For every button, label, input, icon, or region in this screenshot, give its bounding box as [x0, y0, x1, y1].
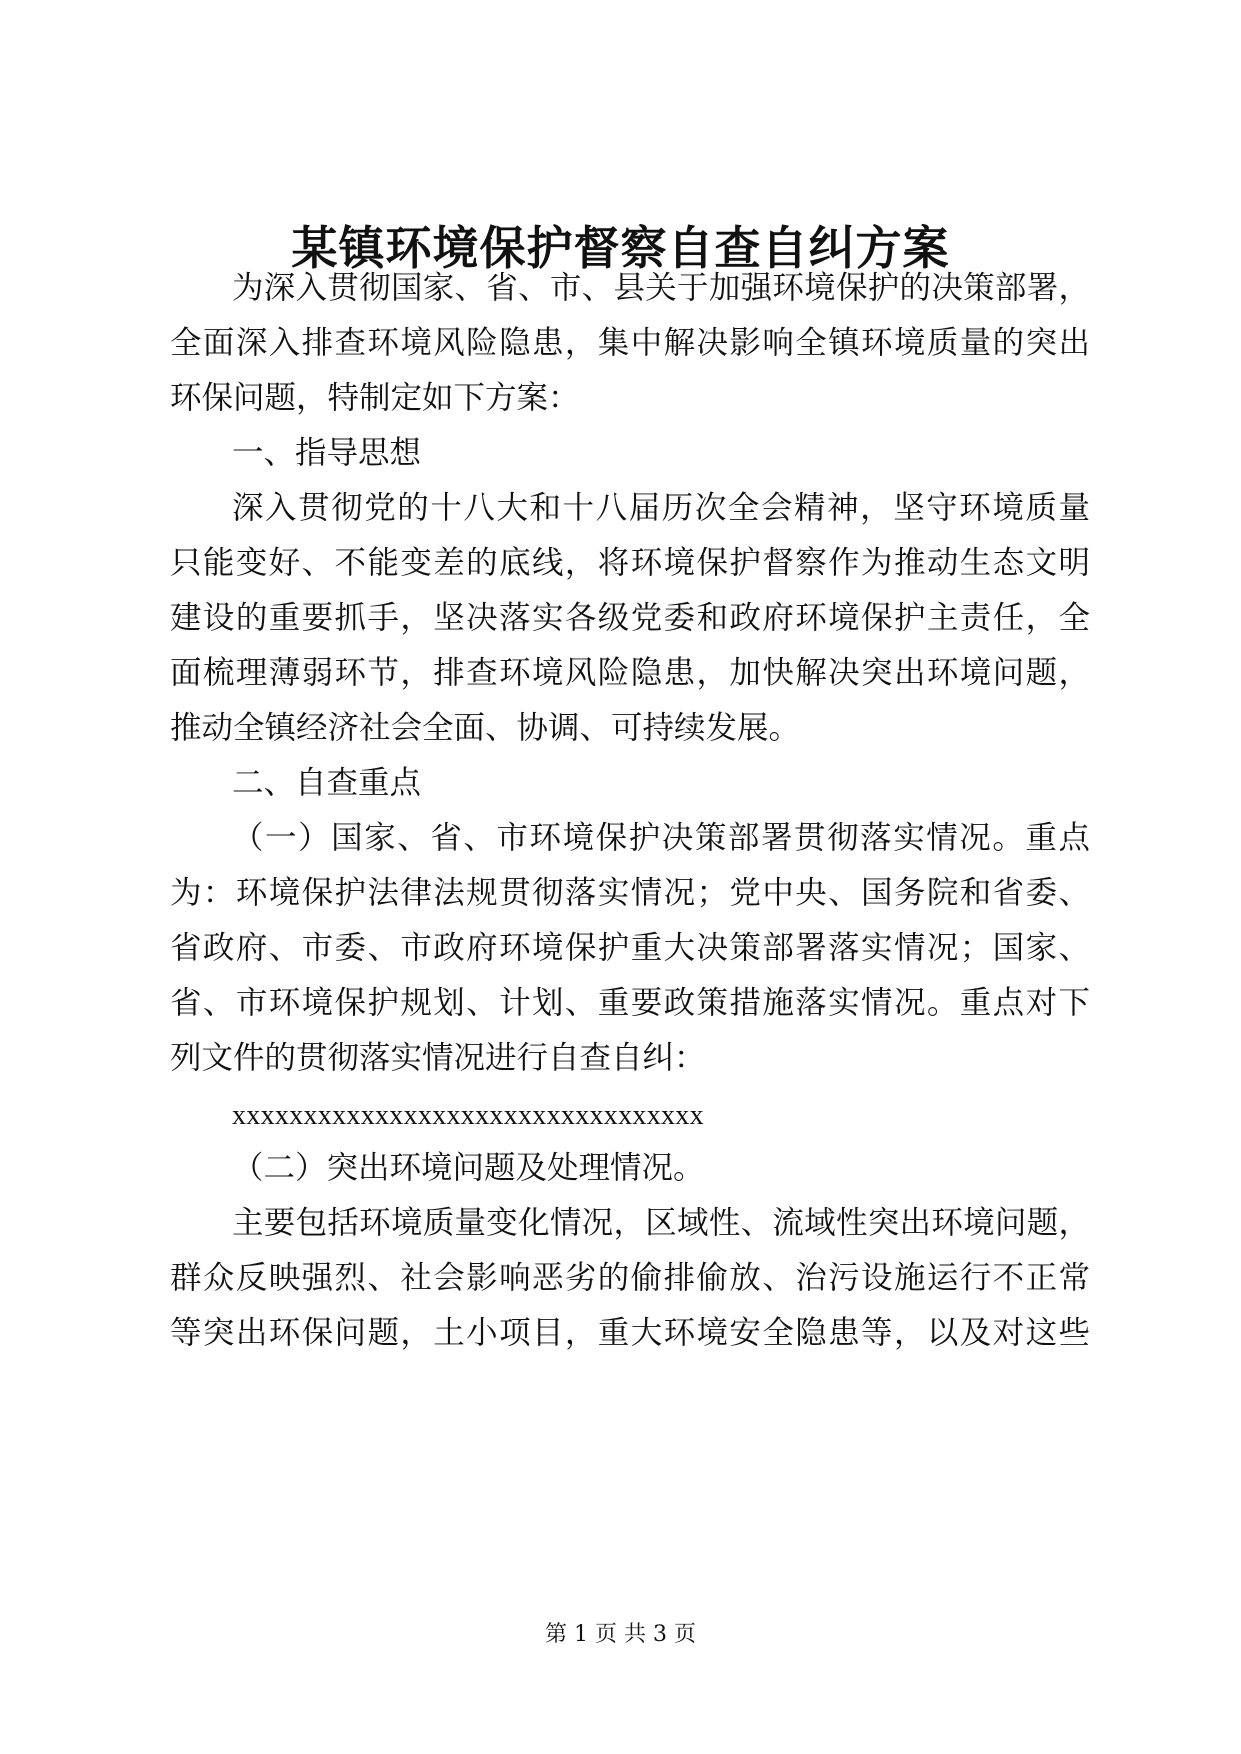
section-heading: 一、指导思想: [232, 435, 422, 471]
paragraph-line: 等突出环保问题，土小项目，重大环境安全隐患等，以及对这些: [170, 1315, 1090, 1351]
paragraph-line: 面梳理薄弱环节，排查环境风险隐患，加快解决突出环境问题，: [170, 655, 1090, 691]
paragraph-line: 全面深入排查环境风险隐患，集中解决影响全镇环境质量的突出: [170, 325, 1090, 361]
subsection-line: （一）国家、省、市环境保护决策部署贯彻落实情况。重点: [232, 820, 1090, 856]
subsection-heading: （二）突出环境问题及处理情况。: [232, 1150, 705, 1186]
paragraph-line: 列文件的贯彻落实情况进行自查自纠：: [170, 1040, 706, 1076]
paragraph-line: 环保问题，特制定如下方案：: [170, 380, 580, 416]
page-footer: 第 1 页 共 3 页: [545, 1622, 696, 1647]
paragraph-line: 省政府、市委、市政府环境保护重大决策部署落实情况；国家、: [170, 930, 1090, 966]
document-title: 某镇环境保护督察自查自纠方案: [291, 221, 950, 275]
section-heading: 二、自查重点: [232, 765, 422, 801]
placeholder-line: xxxxxxxxxxxxxxxxxxxxxxxxxxxxxxxxx: [232, 1100, 704, 1131]
paragraph-line: 主要包括环境质量变化情况，区域性、流域性突出环境问题，: [232, 1205, 1090, 1241]
paragraph-line: 建设的重要抓手，坚决落实各级党委和政府环境保护主责任，全: [170, 600, 1090, 636]
paragraph-line: 为深入贯彻国家、省、市、县关于加强环境保护的决策部署，: [232, 270, 1090, 306]
paragraph-line: 推动全镇经济社会全面、协调、可持续发展。: [170, 710, 801, 746]
paragraph-line: 为：环境保护法律法规贯彻落实情况；党中央、国务院和省委、: [170, 875, 1090, 911]
paragraph-line: 省、市环境保护规划、计划、重要政策措施落实情况。重点对下: [170, 985, 1090, 1021]
paragraph-line: 只能变好、不能变差的底线，将环境保护督察作为推动生态文明: [170, 545, 1090, 581]
paragraph-line: 深入贯彻党的十八大和十八届历次全会精神，坚守环境质量: [232, 490, 1090, 526]
paragraph-line: 群众反映强烈、社会影响恶劣的偷排偷放、治污设施运行不正常: [170, 1260, 1090, 1296]
